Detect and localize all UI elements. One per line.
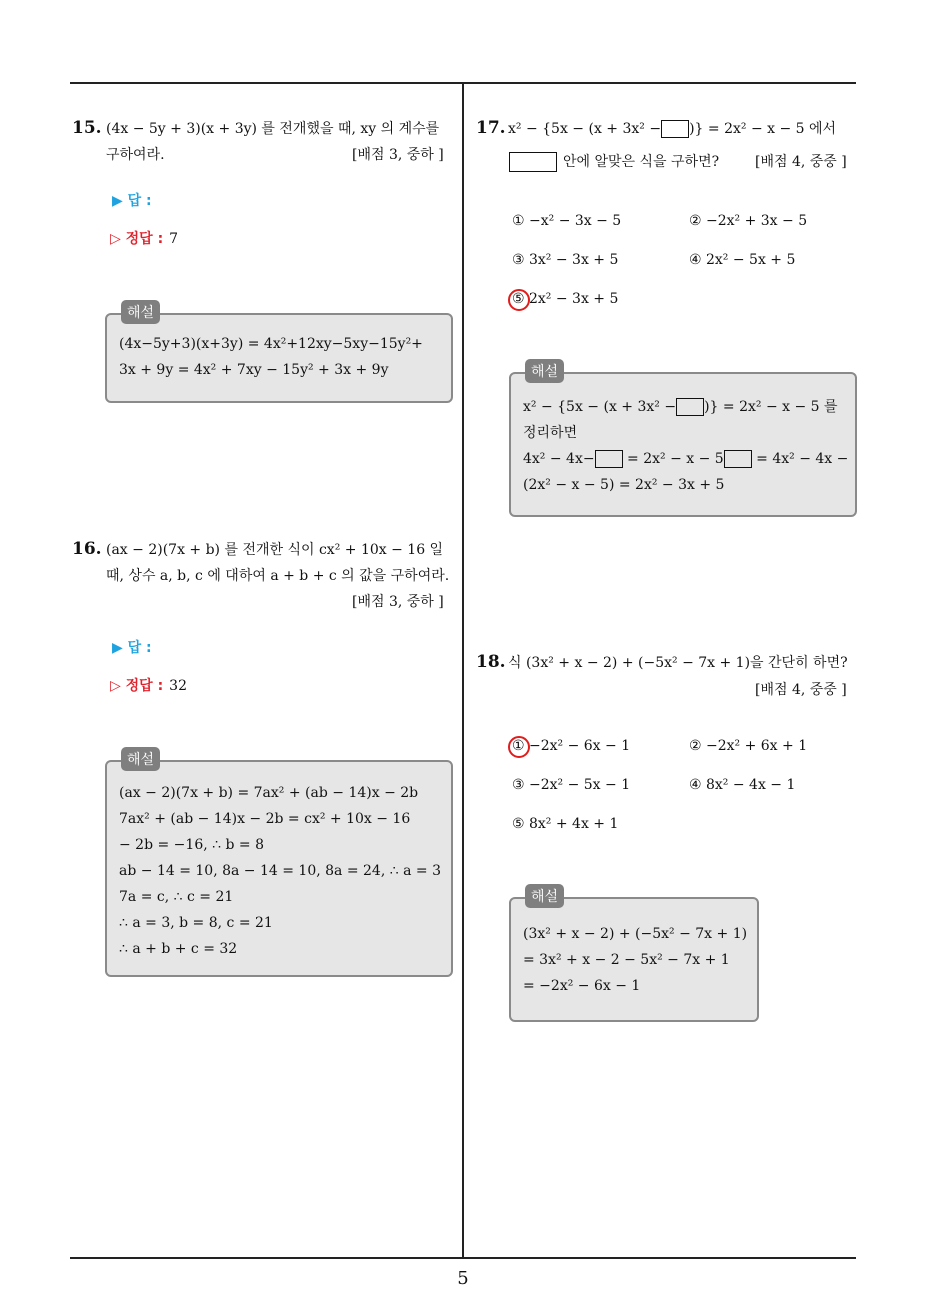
question-18-choice-2[interactable]: ② −2x² + 6x + 1 xyxy=(689,738,808,754)
question-17-expr-a: x² − {5x − (x + 3x² − xyxy=(508,121,662,137)
question-16-answer-row[interactable] xyxy=(112,637,152,657)
correct-value: 32 xyxy=(169,678,187,694)
solution-line: 3x + 9y = 4x² + 7xy − 15y² + 3x + 9y xyxy=(119,362,389,378)
solution-line: = 3x² + x − 2 − 5x² − 7x + 1 xyxy=(523,952,730,968)
blank-box xyxy=(724,450,752,468)
solution-tag: 해설 xyxy=(121,747,160,771)
page-number: 5 xyxy=(457,1268,469,1289)
question-17-text-line1 xyxy=(508,119,836,139)
question-17-choice-5[interactable]: ⑤ 2x² − 3x + 5 xyxy=(512,291,619,307)
solution-line: (ax − 2)(7x + b) = 7ax² + (ab − 14)x − 2b xyxy=(119,785,419,801)
question-18-choice-5[interactable]: ⑤ 8x² + 4x + 1 xyxy=(512,816,619,832)
correct-label: ▷ 정답 : xyxy=(110,678,164,694)
question-16-number: 16. xyxy=(72,539,102,559)
question-17-choice-4[interactable]: ④ 2x² − 5x + 5 xyxy=(689,252,796,268)
solution-expr: 4x² − 4x− xyxy=(523,451,595,467)
question-17-number: 17. xyxy=(476,118,506,138)
selected-answer-circle xyxy=(508,289,530,311)
question-17-expr-b: )} = 2x² − x − 5 에서 xyxy=(689,121,837,137)
solution-expr: )} = 2x² − x − 5 를 xyxy=(704,399,838,415)
solution-line xyxy=(523,446,849,472)
solution-line: 정리하면 xyxy=(523,425,578,441)
solution-expr: = 2x² − x − 5 xyxy=(622,451,724,467)
solution-line: = −2x² − 6x − 1 xyxy=(523,978,641,994)
solution-tag: 해설 xyxy=(525,359,564,383)
solution-line: 7ax² + (ab − 14)x − 2b = cx² + 10x − 16 xyxy=(119,811,411,827)
blank-box xyxy=(676,398,704,416)
question-18-number: 18. xyxy=(476,652,506,672)
question-18-choice-3[interactable]: ③ −2x² − 5x − 1 xyxy=(512,777,631,793)
question-15-number: 15. xyxy=(72,118,102,138)
question-17-choice-3[interactable]: ③ 3x² − 3x + 5 xyxy=(512,252,619,268)
question-17-meta: [배점 4, 중중 ] xyxy=(755,154,847,170)
blank-box xyxy=(661,120,689,138)
answer-label: ▶ 답 : xyxy=(112,640,152,656)
correct-label: ▷ 정답 : xyxy=(110,231,164,247)
question-18-meta: [배점 4, 중중 ] xyxy=(755,682,847,698)
solution-line xyxy=(523,394,845,420)
correct-value: 7 xyxy=(169,231,179,247)
question-16-text-line2: 때, 상수 a, b, c 에 대하여 a + b + c 의 값을 구하여라. xyxy=(106,568,450,584)
solution-expr: = 4x² − 4x − xyxy=(751,451,849,467)
question-15-solution-box xyxy=(105,305,453,403)
question-16-solution-box xyxy=(105,752,453,977)
solution-line: ab − 14 = 10, 8a − 14 = 10, 8a = 24, ∴ a = 3 xyxy=(119,863,441,879)
question-17-choice-1[interactable]: ① −x² − 3x − 5 xyxy=(512,213,622,229)
question-15-text-line1: (4x − 5y + 3)(x + 3y) 를 전개했을 때, xy 의 계수를 xyxy=(106,121,440,137)
question-15-meta: [배점 3, 중하 ] xyxy=(352,147,444,163)
question-17-text-line2: 안에 알맞은 식을 구하면? xyxy=(563,154,720,170)
solution-line: ∴ a + b + c = 32 xyxy=(119,941,238,957)
question-16-text-line1: (ax − 2)(7x + b) 를 전개한 식이 cx² + 10x − 16 일 xyxy=(106,542,444,558)
question-15-text-line2: 구하여라. xyxy=(106,147,165,163)
solution-line: 7a = c, ∴ c = 21 xyxy=(119,889,234,905)
blank-box xyxy=(595,450,623,468)
solution-tag: 해설 xyxy=(121,300,160,324)
solution-line: (2x² − x − 5) = 2x² − 3x + 5 xyxy=(523,477,725,493)
column-divider xyxy=(462,83,464,1258)
question-15-answer-row[interactable] xyxy=(112,190,152,210)
question-18-text-line1: 식 (3x² + x − 2) + (−5x² − 7x + 1)을 간단히 하면? xyxy=(508,655,848,671)
solution-line: (4x−5y+3)(x+3y) = 4x²+12xy−5xy−15y²+ xyxy=(119,336,423,352)
selected-answer-circle xyxy=(508,736,530,758)
question-18-choice-1[interactable]: ① −2x² − 6x − 1 xyxy=(512,738,631,754)
question-15-correct-row xyxy=(110,228,178,248)
solution-expr: x² − {5x − (x + 3x² − xyxy=(523,399,677,415)
question-18-solution-box xyxy=(509,889,759,1022)
question-17-choice-2[interactable]: ② −2x² + 3x − 5 xyxy=(689,213,808,229)
question-16-correct-row xyxy=(110,675,187,695)
solution-line: − 2b = −16, ∴ b = 8 xyxy=(119,837,264,853)
question-16-meta: [배점 3, 중하 ] xyxy=(352,594,444,610)
question-17-solution-box xyxy=(509,364,857,517)
answer-label: ▶ 답 : xyxy=(112,193,152,209)
solution-line: ∴ a = 3, b = 8, c = 21 xyxy=(119,915,273,931)
solution-tag: 해설 xyxy=(525,884,564,908)
answer-blank-box xyxy=(509,152,557,172)
solution-line: (3x² + x − 2) + (−5x² − 7x + 1) xyxy=(523,926,748,942)
question-18-choice-4[interactable]: ④ 8x² − 4x − 1 xyxy=(689,777,796,793)
